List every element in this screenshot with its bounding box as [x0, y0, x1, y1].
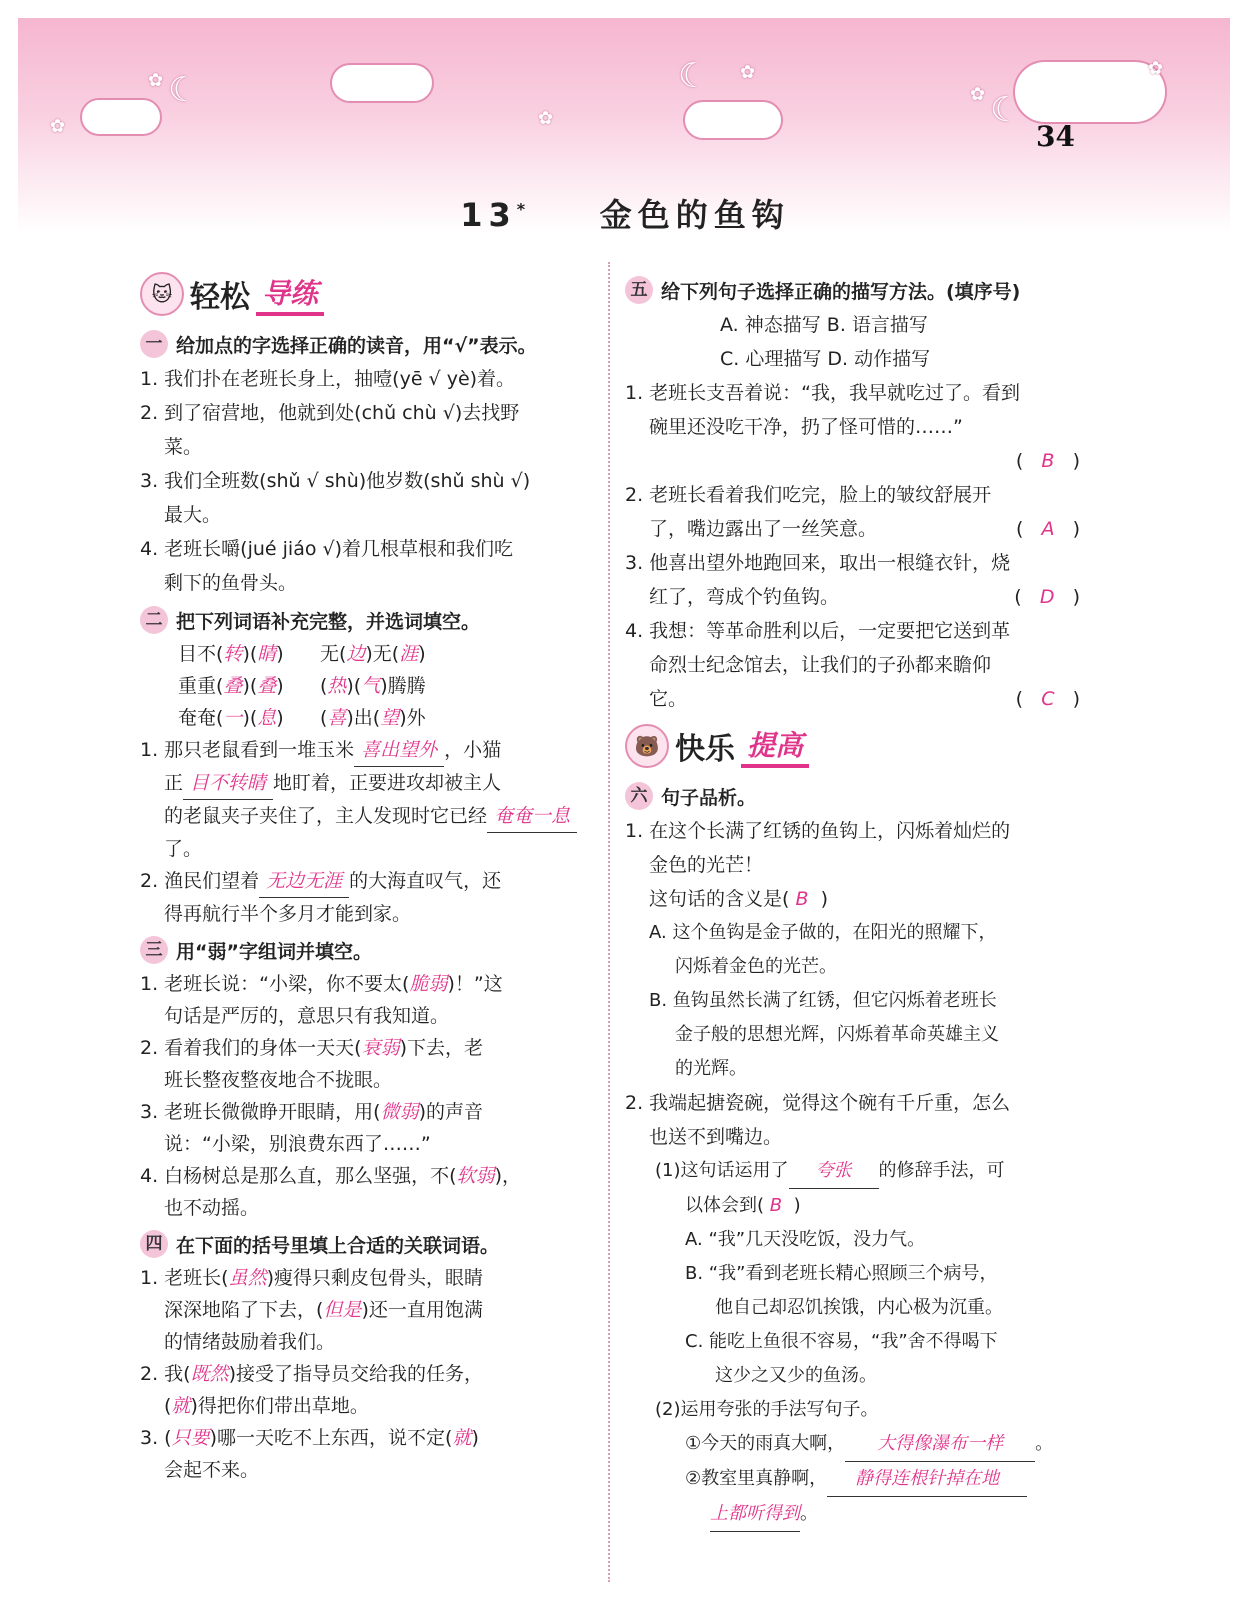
lesson-number: 13 — [460, 196, 517, 234]
text: )还一直用饱满 — [361, 1299, 483, 1321]
answer: 只要 — [171, 1427, 210, 1449]
section-2-body — [140, 734, 600, 930]
text: )( — [242, 707, 258, 729]
section-title: 在下面的括号里填上合适的关联词语。 — [176, 1234, 500, 1257]
text: ) — [418, 643, 426, 665]
text: 重重( — [178, 675, 224, 697]
text: ( — [319, 675, 328, 697]
answer-blank: 大得像瀑布一样 — [845, 1427, 1035, 1462]
text: )哪一天吃不上东西，说不定( — [209, 1427, 453, 1449]
text: 以体会到( — [685, 1195, 765, 1216]
answer: B — [795, 888, 809, 910]
answer: 叠 — [257, 675, 277, 697]
option: C. 能吃上鱼很不容易，“我”舍不得喝下 — [685, 1331, 998, 1352]
text: ( — [319, 707, 328, 729]
answer-blank: 无边无涯 — [259, 865, 349, 898]
section-6-body — [625, 814, 1080, 1532]
text: )瘦得只剩皮包骨头，眼睛 — [266, 1267, 484, 1289]
text: 得再航行半个多月才能到家。 — [164, 903, 412, 925]
text: 命烈士纪念馆去，让我们的子孙都来瞻仰 — [649, 654, 992, 676]
answer: 软弱 — [456, 1165, 495, 1187]
lesson-name: 金色的鱼钩 — [599, 196, 790, 234]
answer: C — [1041, 688, 1055, 710]
text: 碗里还没吃干净，扔了怪可惜的……” — [649, 416, 963, 438]
option: A. “我”几天没吃饭，没力气。 — [685, 1229, 926, 1250]
answer: 望 — [380, 707, 400, 729]
answer: 一 — [223, 707, 243, 729]
moon-icon: ☾ — [990, 90, 1021, 130]
section-number: 三 — [140, 936, 168, 964]
option: A. 这个鱼钩是金子做的，在阳光的照耀下， — [649, 922, 997, 943]
option: 闪烁着金色的光芒。 — [675, 956, 837, 977]
answer-blank: 喜出望外 — [354, 734, 444, 767]
text: 班长整夜整夜地合不拢眼。 — [164, 1069, 393, 1091]
text: 无( — [319, 643, 347, 665]
text: 它。 — [649, 688, 688, 710]
section-4-body — [140, 1262, 600, 1486]
text: 2. 我端起搪瓷碗，觉得这个碗有千斤重，怎么 — [625, 1092, 1011, 1114]
cloud-decoration — [683, 100, 783, 140]
text: 1. 那只老鼠看到一堆玉米 — [140, 739, 355, 761]
options-line: C. 心理描写 D. 动作描写 — [720, 348, 931, 370]
text: 。 — [800, 1503, 818, 1524]
answer: 叠 — [223, 675, 243, 697]
section-number: 二 — [140, 606, 168, 634]
section-4-header — [140, 1230, 600, 1258]
text: )得把你们带出草地。 — [190, 1395, 369, 1417]
option: 这少之又少的鱼汤。 — [715, 1365, 877, 1386]
lesson-title — [0, 190, 1250, 236]
answer: 脆弱 — [409, 973, 448, 995]
answer-blank: 奄奄一息 — [487, 800, 577, 833]
option: 的光辉。 — [675, 1058, 747, 1079]
cloud-decoration — [1013, 60, 1167, 124]
answer: 虽然 — [228, 1267, 267, 1289]
text: )( — [242, 675, 258, 697]
text: ①今天的雨真大啊， — [685, 1433, 846, 1454]
idiom-row — [140, 638, 600, 670]
star-icon: ✿ — [740, 62, 756, 83]
text: 目不( — [178, 643, 224, 665]
text: )( — [346, 675, 362, 697]
text: 1. 老班长( — [140, 1267, 229, 1289]
text: ) — [276, 707, 284, 729]
text: 的修辞手法，可 — [878, 1160, 1005, 1181]
banner-tag: 导练 — [256, 272, 324, 316]
answer-blank: 目不转睛 — [183, 767, 273, 800]
text: 奄奄( — [178, 707, 224, 729]
section-title: 用“弱”字组词并填空。 — [176, 940, 372, 963]
answer: 热 — [327, 675, 347, 697]
text: ②教室里真静啊， — [685, 1468, 828, 1489]
text: 1. 在这个长满了红锈的鱼钩上，闪烁着灿烂的 — [625, 820, 1011, 842]
text: )( — [242, 643, 258, 665]
answer: 边 — [346, 643, 366, 665]
star-icon: ✿ — [970, 84, 986, 105]
text: 3. 他喜出望外地跑回来，取出一根缝衣针，烧 — [625, 552, 1011, 574]
section-title: 给加点的字选择正确的读音，用“√”表示。 — [176, 334, 537, 357]
answer-blank: 静得连根针掉在地 — [827, 1462, 1027, 1497]
answer: A — [1041, 518, 1055, 540]
answer: 就 — [452, 1427, 472, 1449]
section-5-header — [625, 276, 1080, 304]
cloud-decoration — [80, 98, 162, 136]
section-3-header — [140, 936, 600, 964]
left-column — [140, 270, 600, 1486]
bear-mascot-icon: 🐻 — [625, 724, 669, 768]
text: )出( — [346, 707, 381, 729]
text: (2)运用夸张的手法写句子。 — [655, 1399, 879, 1420]
question-line: 最大。 — [164, 504, 222, 526]
text: 深深地陷了下去，( — [164, 1299, 324, 1321]
moon-icon: ☾ — [678, 56, 709, 96]
text: (1)这句话运用了 — [655, 1160, 789, 1181]
banner-main: 轻松 — [190, 280, 250, 315]
text: 2. 看着我们的身体一天天( — [140, 1037, 362, 1059]
text: 这句话的含义是( — [649, 888, 790, 910]
text: 会起不来。 — [164, 1459, 260, 1481]
question-line: 菜。 — [164, 436, 203, 458]
section-3-body — [140, 968, 600, 1224]
text: 2. 我( — [140, 1363, 191, 1385]
text: 的老鼠夹子夹住了，主人发现时它已经 — [164, 805, 488, 827]
idiom-row — [140, 670, 600, 702]
text: )接受了指导员交给我的任务， — [228, 1363, 484, 1385]
section-1-header — [140, 330, 600, 358]
answer: 微弱 — [380, 1101, 419, 1123]
text: 2. 老班长看着我们吃完，脸上的皱纹舒展开 — [625, 484, 992, 506]
answer: D — [1039, 586, 1055, 608]
question-line: 4. 老班长嚼(jué jiáo √)着几根草根和我们吃 — [140, 538, 514, 560]
text: 3. 老班长微微睁开眼睛，用( — [140, 1101, 381, 1123]
answer: 涯 — [399, 643, 419, 665]
text: 2. 渔民们望着 — [140, 870, 260, 892]
option: B. 鱼钩虽然长满了红锈，但它闪烁着老班长 — [649, 990, 997, 1011]
star-icon: ✿ — [538, 108, 554, 129]
star-icon: ✿ — [1148, 58, 1164, 79]
question-line: 1. 我们扑在老班长身上，抽噎(yē √ yè)着。 — [140, 368, 516, 390]
section-banner-improve — [625, 724, 809, 768]
answer: 气 — [361, 675, 381, 697]
text: 1. 老班长说：“小梁，你不要太( — [140, 973, 410, 995]
section-number: 五 — [625, 276, 653, 304]
answer-blank: 上都听得到 — [710, 1497, 800, 1532]
right-column — [625, 270, 1080, 1532]
text: 了。 — [164, 838, 203, 860]
page-number: 34 — [1036, 120, 1075, 153]
text: ) — [471, 1427, 479, 1449]
text: 句话是严厉的，意思只有我知道。 — [164, 1005, 450, 1027]
text: 说：“小梁，别浪费东西了……” — [164, 1133, 431, 1155]
section-number: 六 — [625, 782, 653, 810]
question-line: 3. 我们全班数(shǔ √ shù)他岁数(shǔ shù √) — [140, 470, 531, 492]
text: 4. 我想：等革命胜利以后，一定要把它送到革 — [625, 620, 1011, 642]
lesson-star: * — [516, 199, 532, 219]
banner-main: 快乐 — [675, 732, 735, 767]
section-2-header — [140, 606, 600, 634]
text: ( — [164, 1395, 172, 1417]
text: ，小猫 — [444, 739, 502, 761]
idiom-row — [140, 702, 600, 734]
star-icon: ✿ — [148, 70, 164, 91]
text: 也不动摇。 — [164, 1197, 260, 1219]
answer: 既然 — [190, 1363, 229, 1385]
text: )外 — [399, 707, 426, 729]
text: 也送不到嘴边。 — [649, 1126, 783, 1148]
text: )腾腾 — [380, 675, 426, 697]
text: )的声音 — [418, 1101, 484, 1123]
text: 。 — [1035, 1433, 1054, 1454]
option: 金子般的思想光辉，闪烁着革命英雄主义 — [675, 1024, 999, 1045]
option: B. “我”看到老班长精心照顾三个病号， — [685, 1263, 998, 1284]
section-title: 给下列句子选择正确的描写方法。(填序号) — [661, 280, 1021, 303]
answer: 喜 — [327, 707, 347, 729]
text: 地盯着，正要进攻却被主人 — [273, 772, 502, 794]
text: ) — [820, 888, 829, 910]
section-number: 四 — [140, 1230, 168, 1258]
column-divider — [608, 262, 610, 1582]
text: )， — [494, 1165, 522, 1187]
text: 红了，弯成个钓鱼钩。 — [649, 586, 840, 608]
text: ) — [276, 675, 284, 697]
answer: 衰弱 — [361, 1037, 400, 1059]
text: 的情绪鼓励着我们。 — [164, 1331, 336, 1353]
section-number: 一 — [140, 330, 168, 358]
section-title: 句子品析。 — [661, 786, 757, 809]
section-6-header — [625, 782, 1080, 810]
answer: 息 — [257, 707, 277, 729]
text: )！”这 — [447, 973, 503, 995]
text: 3. ( — [140, 1427, 172, 1449]
text: ) — [276, 643, 284, 665]
text: 1. 老班长支吾着说：“我，我早就吃过了。看到 — [625, 382, 1021, 404]
answer: B — [1041, 450, 1055, 472]
text: 正 — [164, 772, 184, 794]
star-icon: ✿ — [50, 116, 66, 137]
question-line: 剩下的鱼骨头。 — [164, 572, 298, 594]
section-5-body: A. 神态描写 B. 语言描写 C. 心理描写 D. 动作描写 1. 老班长支吾着说：“我，我早就吃过了。看到 碗里还没吃干净，扔了怪可惜的……” ( B ) 2. 老班长看着我们吃完，脸上的皱纹舒展开 了，嘴边露出了一丝笑意。 ( A ) 3. 他喜出望外地跑回来，取出一根缝衣针，烧 红了，弯成个钓鱼钩。 ( D ) 4. 我想：等革命胜利以后，一定要把它送到革 命烈士纪念馆去，让我们的子孙都来瞻仰 它。 ( C ) — [625, 308, 1080, 716]
cat-mascot-icon: 🐱 — [140, 272, 184, 316]
answer: 转 — [223, 643, 243, 665]
question-line: 2. 到了宿营地，他就到处(chǔ chù √)去找野 — [140, 402, 520, 424]
text: 的大海直叹气，还 — [349, 870, 502, 892]
text: )无( — [365, 643, 400, 665]
banner-tag: 提高 — [741, 724, 809, 768]
text: 了，嘴边露出了一丝笑意。 — [649, 518, 878, 540]
section-banner-easy — [140, 272, 324, 316]
text: )下去，老 — [399, 1037, 484, 1059]
moon-icon: ☾ — [168, 70, 199, 110]
answer: 睛 — [257, 643, 277, 665]
option: 他自己却忍饥挨饿，内心极为沉重。 — [715, 1297, 1003, 1318]
cloud-decoration — [330, 63, 434, 103]
section-1-body — [140, 362, 600, 600]
options-line: A. 神态描写 B. 语言描写 — [720, 314, 928, 336]
section-title: 把下列词语补充完整，并选词填空。 — [176, 610, 481, 633]
answer: 但是 — [323, 1299, 362, 1321]
answer: B — [769, 1195, 783, 1216]
text: 金色的光芒！ — [649, 854, 764, 876]
answer-blank: 夸张 — [789, 1154, 879, 1189]
text: ) — [793, 1195, 801, 1216]
text: 4. 白杨树总是那么直，那么坚强，不( — [140, 1165, 457, 1187]
answer: 就 — [171, 1395, 191, 1417]
